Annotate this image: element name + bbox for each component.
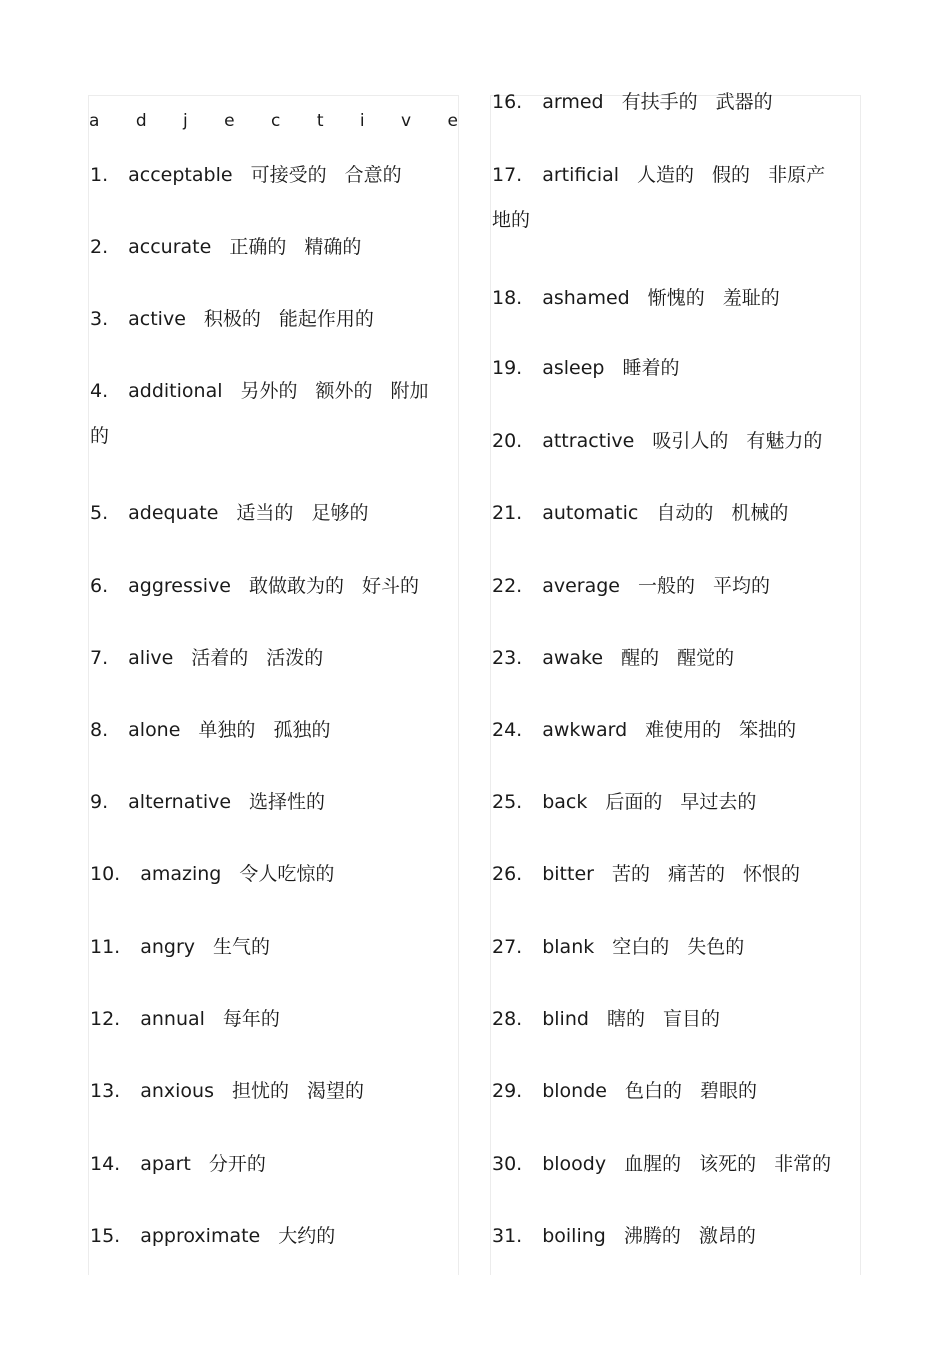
vocab-entry xyxy=(492,925,854,970)
entry-number: 15. xyxy=(90,1225,121,1247)
entry-meaning: 非常的 xyxy=(774,1153,832,1175)
entry-meaning: 醒觉的 xyxy=(677,647,735,669)
entry-number: 25. xyxy=(492,791,523,813)
entry-meaning: 正确的 xyxy=(229,236,287,258)
entry-meaning: 假的 xyxy=(712,164,751,186)
entry-meaning: 人造的 xyxy=(637,164,695,186)
entry-meaning: 活泼的 xyxy=(266,647,324,669)
entry-number: 27. xyxy=(492,936,523,958)
entry-meaning: 激昂的 xyxy=(698,1225,756,1247)
entry-number: 30. xyxy=(492,1153,523,1175)
entry-meaning: 另外的 xyxy=(240,380,298,402)
entry-word: blind xyxy=(542,1008,589,1030)
entry-word: automatic xyxy=(542,502,639,524)
entry-meaning: 生气的 xyxy=(213,936,271,958)
entry-meaning: 自动的 xyxy=(656,502,714,524)
entry-meaning: 机械的 xyxy=(731,502,789,524)
vocab-entry xyxy=(492,419,854,464)
entry-word: accurate xyxy=(128,236,212,258)
entry-meaning: 大约的 xyxy=(278,1225,336,1247)
entry-word: alternative xyxy=(128,791,232,813)
vocab-entry xyxy=(492,80,854,125)
vocab-entry xyxy=(492,276,854,321)
vocab-entry xyxy=(90,1214,452,1259)
entry-meaning: 非原产 xyxy=(768,164,826,186)
entry-meaning: 单独的 xyxy=(198,719,256,741)
entry-word: blank xyxy=(542,936,595,958)
entry-meaning: 能起作用的 xyxy=(278,308,374,330)
entry-meaning: 瞎的 xyxy=(606,1008,645,1030)
entry-number: 20. xyxy=(492,430,523,452)
entry-word: back xyxy=(542,791,588,813)
entry-word: approximate xyxy=(140,1225,261,1247)
entry-number: 8. xyxy=(90,719,109,741)
entry-meaning: 适当的 xyxy=(236,502,294,524)
entry-meaning: 早过去的 xyxy=(680,791,757,813)
entry-meaning: 醒的 xyxy=(621,647,660,669)
entry-number: 5. xyxy=(90,502,109,524)
entry-meaning: 睡着的 xyxy=(622,357,680,379)
entry-meaning: 担忧的 xyxy=(232,1080,290,1102)
entry-number: 1. xyxy=(90,164,109,186)
vocab-entry xyxy=(90,925,452,970)
entry-meaning: 有扶手的 xyxy=(621,91,698,113)
adjective-heading xyxy=(89,108,458,134)
vocab-entry xyxy=(90,564,452,609)
entry-meaning: 附加 xyxy=(390,380,429,402)
vocab-entry xyxy=(90,852,452,897)
entry-number: 26. xyxy=(492,863,523,885)
entry-meaning: 笨拙的 xyxy=(739,719,797,741)
vocab-entry xyxy=(492,346,854,391)
entry-meaning: 盲目的 xyxy=(662,1008,720,1030)
entry-number: 28. xyxy=(492,1008,523,1030)
vocab-entry xyxy=(492,153,854,243)
entry-word: apart xyxy=(140,1153,191,1175)
entry-number: 13. xyxy=(90,1080,121,1102)
entry-number: 19. xyxy=(492,357,523,379)
entry-meaning: 敢做敢为的 xyxy=(249,575,345,597)
entry-number: 3. xyxy=(90,308,109,330)
entry-word: adequate xyxy=(128,502,219,524)
entry-meaning: 精确的 xyxy=(304,236,362,258)
vocab-entry xyxy=(90,708,452,753)
vocab-entry xyxy=(90,1142,452,1187)
vocab-entry xyxy=(492,1069,854,1114)
entry-meaning: 额外的 xyxy=(315,380,373,402)
entry-word: blonde xyxy=(542,1080,607,1102)
entry-meaning: 孤独的 xyxy=(273,719,331,741)
heading-letter: e xyxy=(447,111,458,131)
entry-number: 11. xyxy=(90,936,121,958)
entry-meaning: 足够的 xyxy=(311,502,369,524)
entry-meaning: 痛苦的 xyxy=(667,863,725,885)
entry-meaning: 每年的 xyxy=(222,1008,280,1030)
entry-word: amazing xyxy=(140,863,222,885)
entry-meaning: 渴望的 xyxy=(307,1080,365,1102)
vocab-entry xyxy=(90,297,452,342)
left-column xyxy=(88,95,459,1275)
vocab-entry xyxy=(90,369,452,459)
entry-meaning: 羞耻的 xyxy=(722,287,780,309)
entry-word: annual xyxy=(140,1008,205,1030)
vocab-entry xyxy=(492,1214,854,1259)
entry-meaning-continued: 地的 xyxy=(492,209,531,231)
entry-word: active xyxy=(128,308,186,330)
entry-meaning: 积极的 xyxy=(203,308,261,330)
entry-meaning: 怀恨的 xyxy=(743,863,801,885)
entry-number: 4. xyxy=(90,380,109,402)
vocab-entry xyxy=(492,1142,854,1187)
vocab-entry xyxy=(492,491,854,536)
entry-number: 18. xyxy=(492,287,523,309)
entry-meaning: 平均的 xyxy=(713,575,771,597)
entry-meaning: 碧眼的 xyxy=(700,1080,758,1102)
entry-meaning: 惭愧的 xyxy=(647,287,705,309)
heading-letter: i xyxy=(359,111,365,131)
vocab-entry xyxy=(90,997,452,1042)
vocab-entry xyxy=(90,225,452,270)
vocab-entry xyxy=(90,153,452,198)
entry-word: armed xyxy=(542,91,604,113)
heading-letter: c xyxy=(271,111,281,131)
entry-word: boiling xyxy=(542,1225,606,1247)
entry-meaning: 令人吃惊的 xyxy=(239,863,335,885)
vocab-entry xyxy=(492,852,854,897)
entry-number: 16. xyxy=(492,91,523,113)
entry-meaning: 分开的 xyxy=(208,1153,266,1175)
heading-letter: a xyxy=(89,111,100,131)
entry-word: anxious xyxy=(140,1080,214,1102)
entry-meaning: 沸腾的 xyxy=(623,1225,681,1247)
entry-word: average xyxy=(542,575,620,597)
entry-number: 17. xyxy=(492,164,523,186)
entry-number: 6. xyxy=(90,575,109,597)
entry-meaning: 难使用的 xyxy=(645,719,722,741)
entry-number: 24. xyxy=(492,719,523,741)
vocab-entry xyxy=(492,708,854,753)
entry-word: ashamed xyxy=(542,287,630,309)
entry-meaning: 色白的 xyxy=(624,1080,682,1102)
entry-meaning: 该死的 xyxy=(699,1153,757,1175)
vocab-entry xyxy=(90,636,452,681)
entry-number: 7. xyxy=(90,647,109,669)
entry-meaning: 选择性的 xyxy=(249,791,326,813)
entry-word: additional xyxy=(128,380,223,402)
entry-number: 21. xyxy=(492,502,523,524)
entry-meaning: 合意的 xyxy=(344,164,402,186)
vocab-entry xyxy=(492,636,854,681)
entry-word: aggressive xyxy=(128,575,231,597)
entry-word: asleep xyxy=(542,357,605,379)
entry-word: bloody xyxy=(542,1153,607,1175)
entry-number: 31. xyxy=(492,1225,523,1247)
vocab-entry xyxy=(492,564,854,609)
entry-word: awkward xyxy=(542,719,628,741)
entry-word: bitter xyxy=(542,863,594,885)
entry-meaning: 一般的 xyxy=(638,575,696,597)
right-column xyxy=(490,91,861,1275)
entry-word: angry xyxy=(140,936,196,958)
heading-letter: t xyxy=(316,111,324,131)
entry-meaning-continued: 的 xyxy=(90,425,110,447)
entry-meaning: 苦的 xyxy=(611,863,650,885)
vocab-entry xyxy=(492,997,854,1042)
heading-letter: e xyxy=(224,111,235,131)
entry-word: acceptable xyxy=(128,164,233,186)
vocab-entry xyxy=(90,491,452,536)
entry-meaning: 后面的 xyxy=(605,791,663,813)
entry-meaning: 吸引人的 xyxy=(652,430,729,452)
entry-meaning: 可接受的 xyxy=(250,164,327,186)
heading-letter: j xyxy=(183,111,188,131)
entry-number: 2. xyxy=(90,236,109,258)
entry-number: 12. xyxy=(90,1008,121,1030)
entry-number: 14. xyxy=(90,1153,121,1175)
vocab-entry xyxy=(90,780,452,825)
entry-word: attractive xyxy=(542,430,635,452)
entry-meaning: 血腥的 xyxy=(624,1153,682,1175)
entry-number: 29. xyxy=(492,1080,523,1102)
entry-meaning: 失色的 xyxy=(687,936,745,958)
heading-letter: v xyxy=(401,111,412,131)
entry-word: artificial xyxy=(542,164,620,186)
entry-meaning: 活着的 xyxy=(191,647,249,669)
entry-number: 10. xyxy=(90,863,121,885)
heading-letter: d xyxy=(135,111,147,131)
entry-word: awake xyxy=(542,647,604,669)
vocab-entry xyxy=(492,780,854,825)
entry-meaning: 武器的 xyxy=(715,91,773,113)
entry-number: 22. xyxy=(492,575,523,597)
entry-word: alone xyxy=(128,719,181,741)
entry-number: 9. xyxy=(90,791,109,813)
entry-word: alive xyxy=(128,647,174,669)
entry-meaning: 有魅力的 xyxy=(746,430,823,452)
entry-number: 23. xyxy=(492,647,523,669)
entry-meaning: 好斗的 xyxy=(362,575,420,597)
vocab-entry xyxy=(90,1069,452,1114)
entry-meaning: 空白的 xyxy=(612,936,670,958)
